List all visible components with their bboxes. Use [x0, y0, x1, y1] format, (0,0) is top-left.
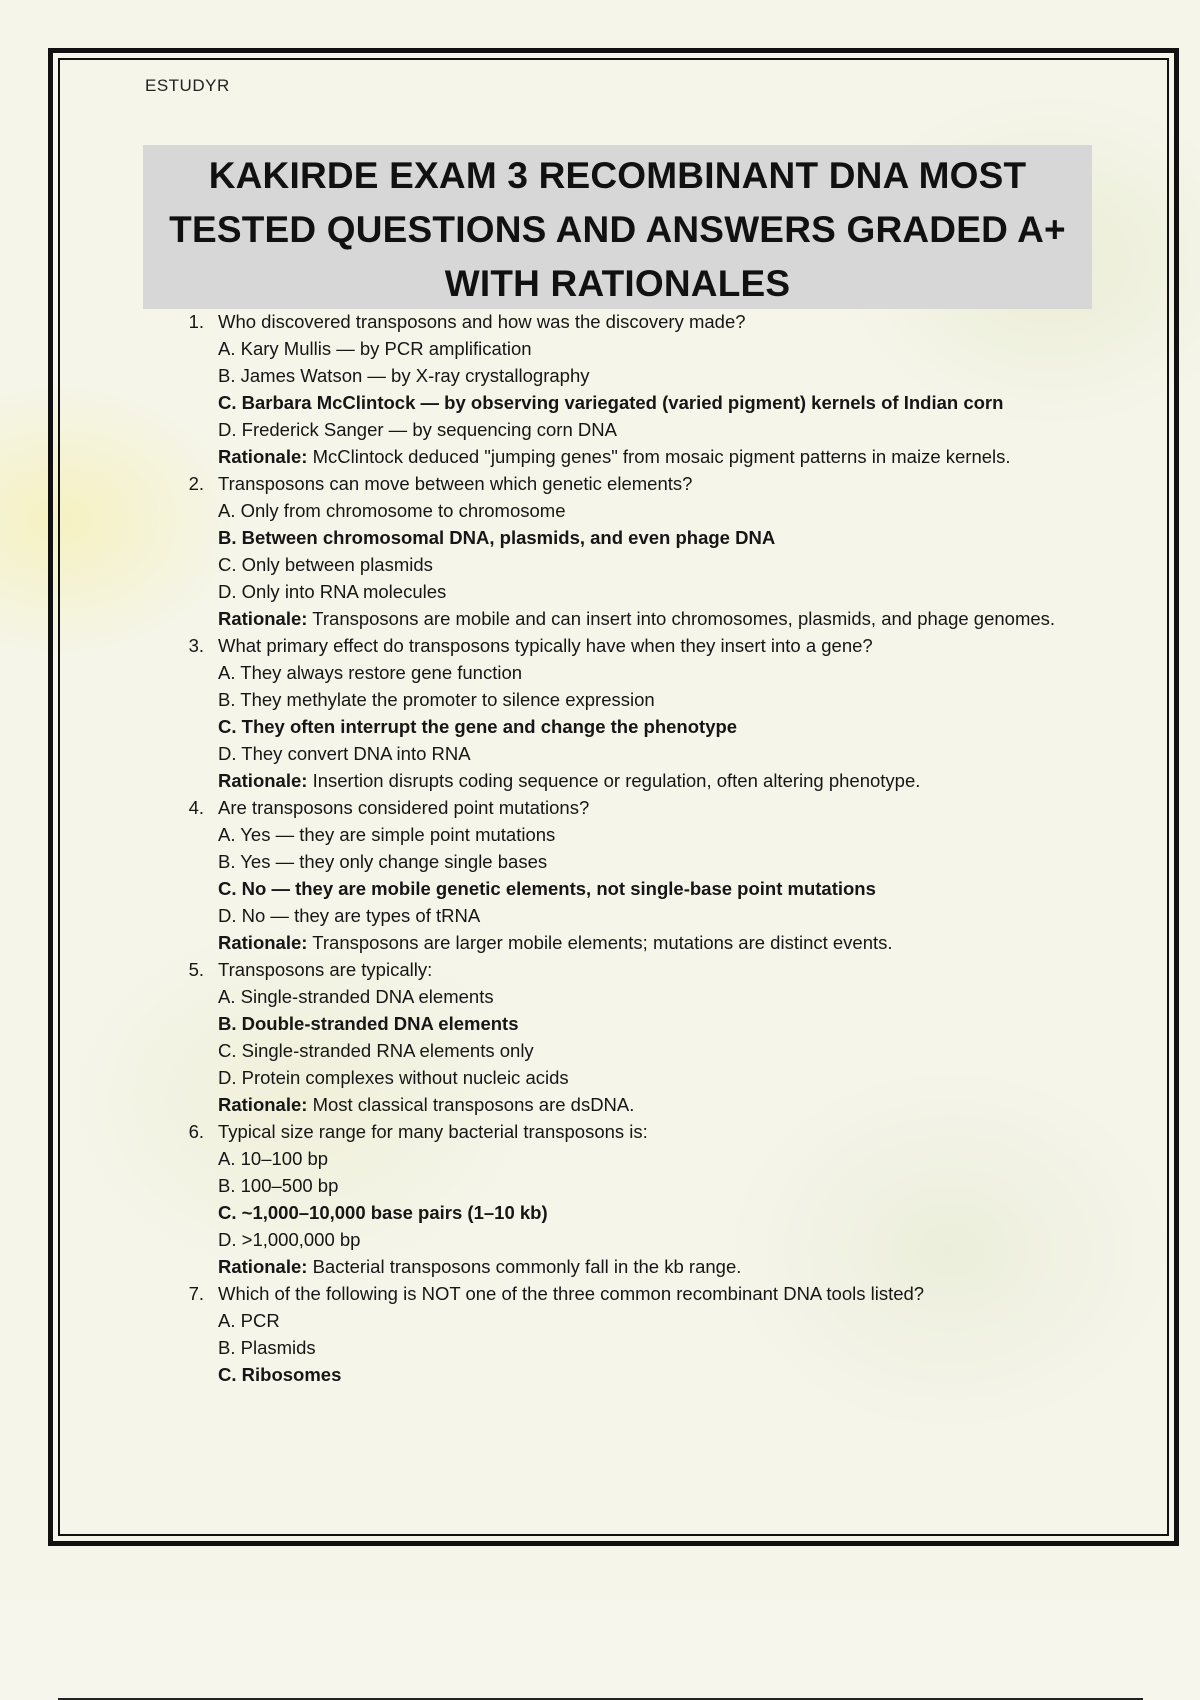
answer-option: A. 10–100 bp [218, 1148, 329, 1169]
answer-option: C. Only between plasmids [218, 554, 433, 575]
answer-option-correct: C. ~1,000–10,000 base pairs (1–10 kb) [218, 1202, 548, 1223]
answer-option: B. 100–500 bp [218, 1175, 339, 1196]
rationale [176, 767, 1076, 794]
question-text: Who discovered transposons and how was the discovery made? [218, 311, 746, 332]
title-line: WITH RATIONALES [444, 263, 791, 304]
question-number: 7. [188, 1283, 204, 1304]
question-text: Transposons are typically: [218, 959, 433, 980]
question-number: 3. [188, 635, 204, 656]
question-item [176, 632, 1076, 794]
answer-option: A. Single-stranded DNA elements [218, 986, 494, 1007]
answer-option: C. Single-stranded RNA elements only [218, 1040, 534, 1061]
answer-option-correct: B. Double-stranded DNA elements [218, 1013, 519, 1034]
question-item [176, 794, 1076, 956]
question-item [176, 470, 1076, 632]
answer-option-correct: C. They often interrupt the gene and change the phenotype [218, 716, 738, 737]
question-number: 5. [188, 959, 204, 980]
question-item [176, 308, 1076, 470]
answer-option: D. Protein complexes without nucleic acids [218, 1067, 569, 1088]
title-line: KAKIRDE EXAM 3 RECOMBINANT DNA MOST [208, 155, 1027, 196]
answer-option-correct: C. No — they are mobile genetic elements, not single-base point mutations [218, 878, 876, 899]
answer-option: D. >1,000,000 bp [218, 1229, 361, 1250]
rationale-text: Transposons are mobile and can insert into chromosomes, plasmids, and phage genomes. [312, 608, 1056, 629]
question-text: What primary effect do transposons typically have when they insert into a gene? [218, 635, 873, 656]
answer-option: A. Only from chromosome to chromosome [218, 500, 566, 521]
answer-option: A. Yes — they are simple point mutations [218, 824, 556, 845]
rationale-label: Rationale: [218, 608, 308, 629]
answer-option: B. They methylate the promoter to silence expression [218, 689, 655, 710]
rationale [176, 929, 1076, 956]
rationale [176, 1091, 1076, 1118]
document-title [143, 145, 1092, 309]
rationale-text: Bacterial transposons commonly fall in the kb range. [312, 1256, 742, 1277]
answer-option-correct: C. Barbara McClintock — by observing variegated (varied pigment) kernels of Indian corn [218, 392, 1004, 413]
answer-option: A. They always restore gene function [218, 662, 523, 683]
answer-option: A. Kary Mullis — by PCR amplification [218, 338, 532, 359]
question-text: Transposons can move between which genetic elements? [218, 473, 693, 494]
question-number: 4. [188, 797, 204, 818]
question-text: Are transposons considered point mutations? [218, 797, 590, 818]
question-text: Typical size range for many bacterial transposons is: [218, 1121, 648, 1142]
question-text: Which of the following is NOT one of the three common recombinant DNA tools listed? [218, 1283, 925, 1304]
answer-option-correct: C. Ribosomes [218, 1364, 342, 1385]
rationale [176, 605, 1076, 632]
answer-option: B. James Watson — by X-ray crystallography [218, 365, 590, 386]
rationale-text: Transposons are larger mobile elements; mutations are distinct events. [312, 932, 893, 953]
rationale-label: Rationale: [218, 770, 308, 791]
rationale-label: Rationale: [218, 446, 308, 467]
rationale-text: Insertion disrupts coding sequence or regulation, often altering phenotype. [312, 770, 921, 791]
question-number: 1. [188, 311, 204, 332]
rationale [176, 443, 1076, 470]
question-item [176, 956, 1076, 1118]
answer-option: B. Yes — they only change single bases [218, 851, 548, 872]
question-number: 2. [188, 473, 204, 494]
answer-option: D. No — they are types of tRNA [218, 905, 481, 926]
answer-option: D. Frederick Sanger — by sequencing corn DNA [218, 419, 617, 440]
title-line: TESTED QUESTIONS AND ANSWERS GRADED A+ [169, 209, 1066, 250]
brand-label: ESTUDYR [145, 76, 230, 95]
question-number: 6. [188, 1121, 204, 1142]
answer-option: D. They convert DNA into RNA [218, 743, 471, 764]
question-item [176, 1118, 1076, 1280]
rationale-label: Rationale: [218, 932, 308, 953]
question-list [176, 308, 1076, 1388]
answer-option: D. Only into RNA molecules [218, 581, 447, 602]
rationale-label: Rationale: [218, 1094, 308, 1115]
answer-option: A. PCR [218, 1310, 280, 1331]
rationale-text: McClintock deduced "jumping genes" from mosaic pigment patterns in maize kernels. [312, 446, 1011, 467]
answer-option-correct: B. Between chromosomal DNA, plasmids, and even phage DNA [218, 527, 776, 548]
answer-option: B. Plasmids [218, 1337, 316, 1358]
rationale-text: Most classical transposons are dsDNA. [312, 1094, 635, 1115]
question-item [176, 1280, 1076, 1388]
rationale [176, 1253, 1076, 1280]
rationale-label: Rationale: [218, 1256, 308, 1277]
